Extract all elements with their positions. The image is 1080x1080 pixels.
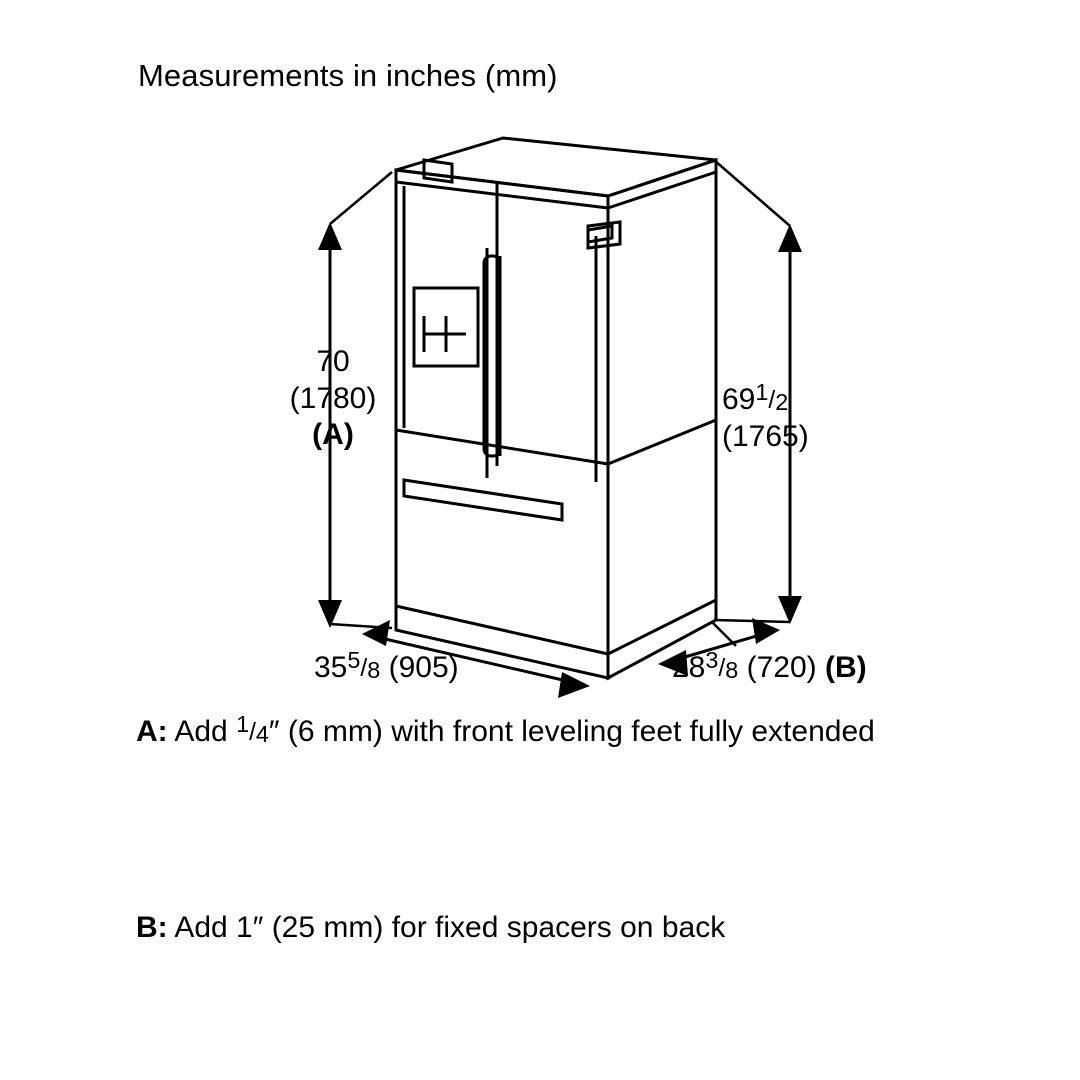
height-right-leader-top bbox=[714, 160, 790, 226]
depth-label bbox=[672, 646, 867, 687]
top-hinge-cover-left bbox=[424, 160, 452, 182]
width-label bbox=[314, 646, 459, 687]
upper-door-top-edge bbox=[396, 182, 608, 208]
cabinet-front-face bbox=[396, 170, 608, 678]
cabinet-side-face bbox=[608, 160, 716, 678]
depth-inches: 28 bbox=[672, 651, 706, 684]
note-a-fraction: 1/4 bbox=[236, 710, 269, 748]
width-mm: (905) bbox=[388, 651, 459, 684]
depth-mm: (720) bbox=[746, 651, 817, 684]
height-left-leader-top bbox=[330, 172, 392, 224]
note-a bbox=[136, 712, 926, 752]
height-front-inches: 70 bbox=[316, 345, 350, 378]
note-b-text: Add 1″ (25 mm) for fixed spacers on back bbox=[167, 911, 726, 944]
freezer-divider-side bbox=[608, 420, 716, 464]
width-arrow-right bbox=[558, 672, 590, 698]
note-a-text-before: Add bbox=[167, 715, 237, 748]
depth-fraction: 3/8 bbox=[705, 646, 739, 684]
height-back-fraction: 1/2 bbox=[755, 378, 789, 416]
width-inches: 35 bbox=[314, 651, 348, 684]
depth-leader bbox=[712, 622, 736, 646]
height-back-label bbox=[722, 378, 922, 455]
note-b-key: B: bbox=[136, 911, 168, 944]
height-right-arrow-bottom bbox=[778, 596, 802, 624]
height-back-inches: 69 bbox=[722, 383, 756, 416]
height-front-mm: (1780) bbox=[289, 381, 377, 415]
width-fraction: 5/8 bbox=[347, 646, 381, 684]
note-b bbox=[136, 908, 926, 948]
height-left-arrow-top bbox=[318, 222, 342, 250]
note-a-text-after: ″ (6 mm) with front leveling feet fully extended bbox=[268, 715, 875, 748]
freezer-divider-line bbox=[396, 430, 608, 464]
height-front-ref: (A) bbox=[312, 418, 354, 452]
depth-ref: (B) bbox=[824, 651, 867, 684]
width-arrow-left bbox=[362, 620, 390, 646]
height-back-mm: (1765) bbox=[722, 419, 809, 453]
base-kick-line bbox=[396, 606, 608, 654]
note-a-key: A: bbox=[136, 715, 168, 748]
height-right-arrow-top bbox=[778, 224, 802, 252]
height-front-label bbox=[268, 344, 398, 454]
page-title: Measurements in inches (mm) bbox=[138, 58, 558, 93]
height-right-leader-bottom bbox=[714, 620, 790, 622]
freezer-drawer-handle bbox=[404, 480, 562, 520]
